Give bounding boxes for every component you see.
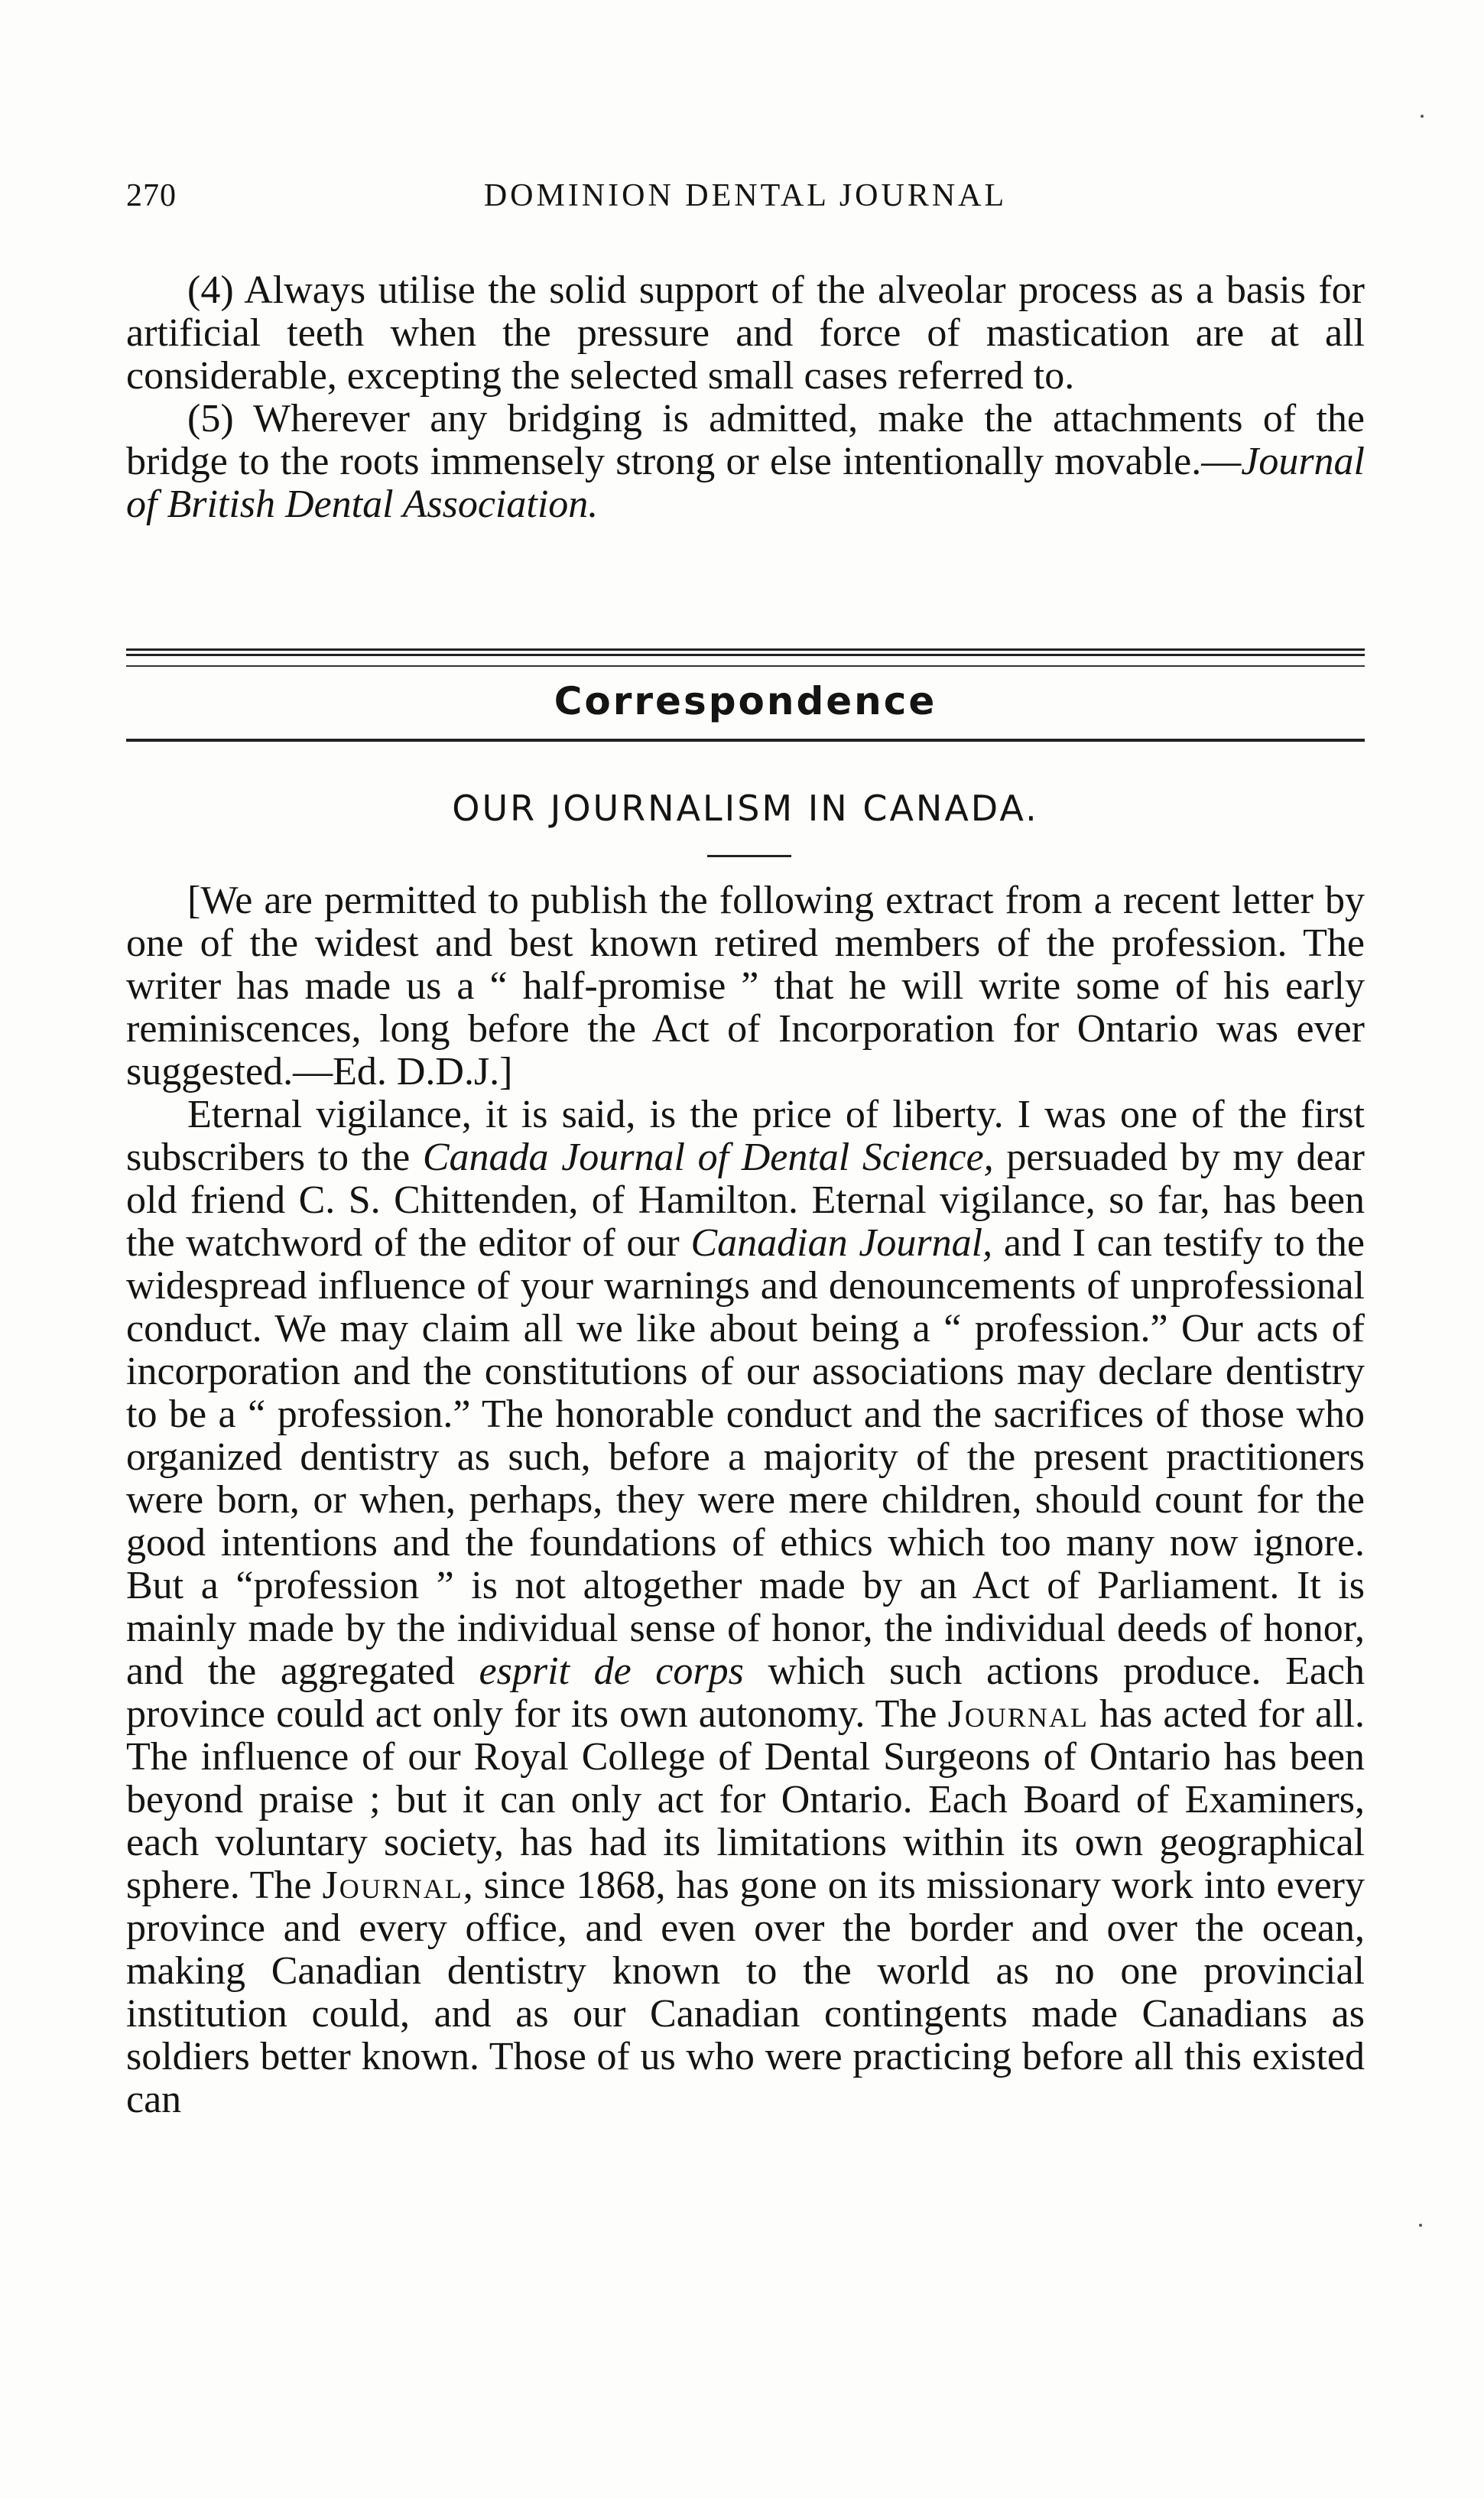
journal-name-2: Canadian Journal, <box>690 1221 993 1265</box>
double-rule <box>126 648 1365 656</box>
letter-text-2: persuaded by my dear old friend C. S. Chittenden, of Hamilton. Eternal vigilance, so far, has been the watchword of the editor of our <box>126 1136 1365 1265</box>
esprit-de-corps: esprit de corps <box>479 1649 744 1693</box>
letter-text-6: , since 1868, has gone on its missionary work into every province and every office, and even over the border and over the ocean, making Canadian dentistry known to the world as no one provincial institution could, and as our Canadian contingents made Canadians as soldiers better known. Those of us who were practicing before all this existed can <box>126 1864 1365 2121</box>
journal-smallcaps-1: Journal <box>947 1692 1089 1736</box>
paragraph-point-5 <box>126 398 1365 526</box>
thin-rule <box>126 665 1365 667</box>
page-number: 270 <box>126 178 177 213</box>
editor-note: [We are permitted to publish the following extract from a recent letter by one of the widest and best known retired members of the profession. The writer has made us a “ half-promise ” that he will write some of his early reminiscences, long before the Act of Incorporation for Ontario was ever suggested.—Ed. D.D.J.] <box>126 879 1365 1094</box>
article-title: OUR JOURNALISM IN CANADA. <box>452 788 1039 829</box>
paragraph-point-4: (4) Always utilise the solid support of the alveolar process as a basis for artificial teeth when the pressure and force of mastication are at all considerable, excepting the selected small cases referred to. <box>126 268 1365 398</box>
continued-text <box>126 269 1365 526</box>
letter-paragraph <box>126 1094 1365 2121</box>
section-heading: Correspondence <box>554 679 937 723</box>
journal-title: DOMINION DENTAL JOURNAL <box>483 178 1008 213</box>
scan-speck <box>1419 2224 1422 2227</box>
title-divider <box>707 855 791 857</box>
point-5-text: (5) Wherever any bridging is admitted, make the attachments of the bridge to the roots immensely strong or else intentionally movable.— <box>126 397 1365 483</box>
letter-text-5: has acted for all. The influence of our Royal College of Dental Surgeons of Ontario has been beyond praise ; but it can only act for Ontario. Each Board of Examiners, each voluntary society, has had its limitations within its own geographical sphere. The <box>126 1692 1365 1907</box>
source-citation: Journal of British Dental Association. <box>126 440 1365 526</box>
journal-name-1: Canada Journal of Dental Science, <box>422 1136 994 1179</box>
heading-rule <box>126 739 1365 742</box>
letter-text-1: Eternal vigilance, it is said, is the price of liberty. I was one of the first subscribers to the <box>126 1093 1365 1179</box>
running-head <box>126 177 1365 223</box>
journal-smallcaps-2: Journal <box>322 1864 463 1907</box>
scan-speck <box>1421 115 1424 118</box>
letter-text-3: and I can testify to the widespread influence of your warnings and denouncements of unprofessional conduct. We may claim all we like about being a “ profession.” Our acts of incorporation and the constitutions of our associations may declare dentistry to be a “ profession.” The honorable conduct and the sacrifices of those who organized dentistry as such, before a majority of the present practitioners were born, or when, perhaps, they were mere children, should count for the good intentions and the foundations of ethics which too many now ignore. But a “profession ” is not altogether made by an Act of Parliament. It is mainly made by the individual sense of honor, the individual deeds of honor, and the aggregated <box>126 1221 1365 1693</box>
letter-text-4: which such actions produce. Each province could act only for its own autonomy. The <box>126 1649 1365 1736</box>
article-body <box>126 879 1365 2121</box>
